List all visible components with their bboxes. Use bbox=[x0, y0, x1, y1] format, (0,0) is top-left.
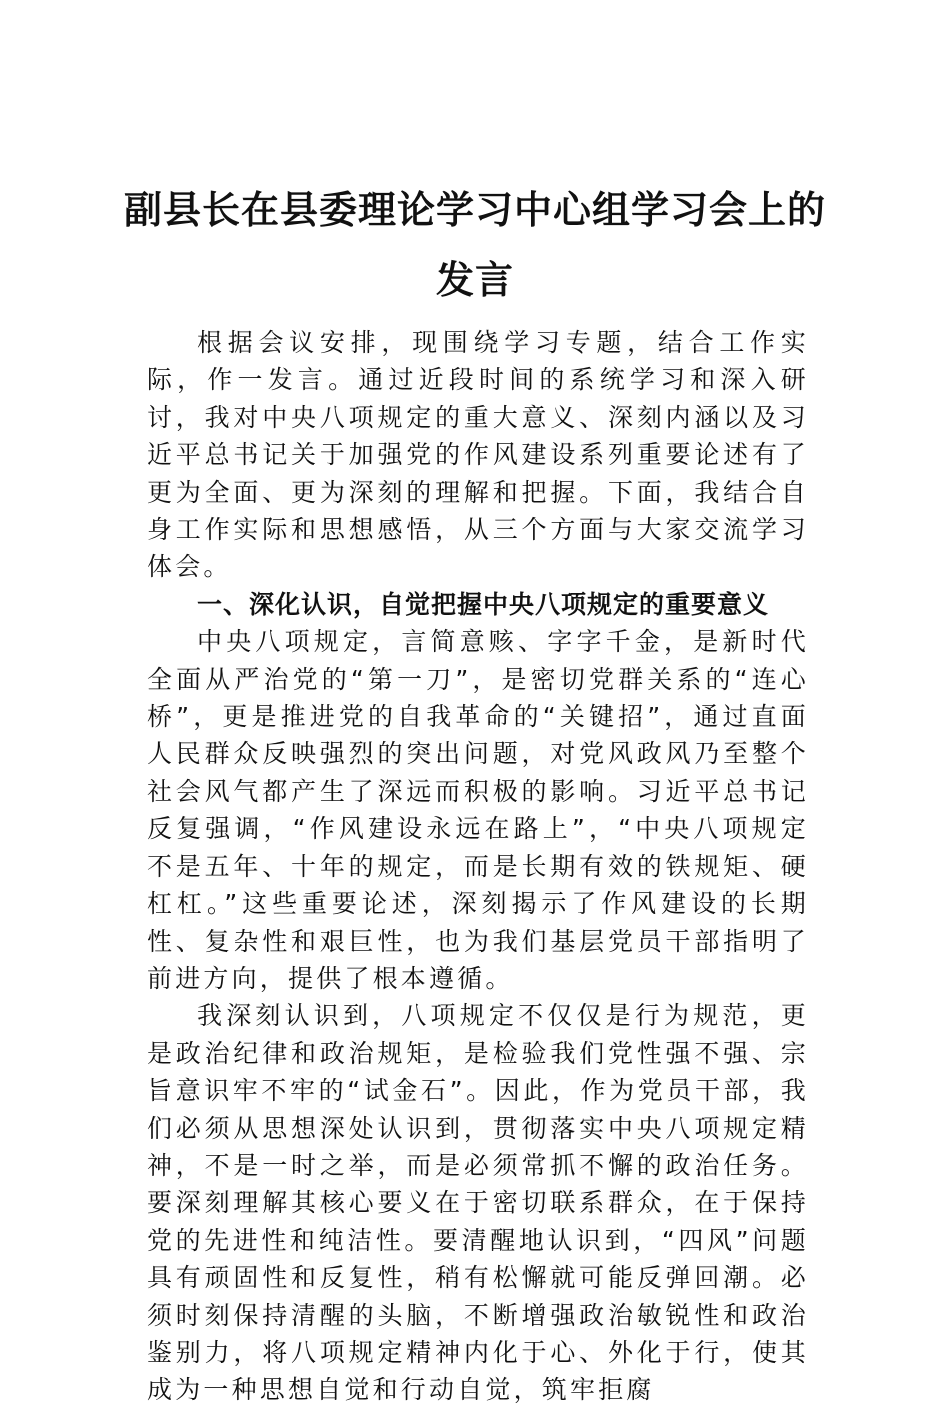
section-heading-1: 一、深化认识，自觉把握中央八项规定的重要意义 bbox=[197, 589, 770, 619]
section-1-paragraph-1: 中央八项规定，言简意赅、字字千金，是新时代全面从严治党的“第一刀”，是密切党群关系的“连心桥”，更是推进党的自我革命的“关键招”，通过直面人民群众反映强烈的突出问题，对党风政风乃至整个社会风气都产生了深远而积极的影响。习近平总书记反复强调，“作风建设永远在路上”，“中央八项规定不是五年、十年的规定，而是长期有效的铁规矩、硬杠杠。”这些重要论述，深刻揭示了作风建设的长期性、复杂性和艰巨性，也为我们基层党员干部指明了前进方向，提供了根本遵循。 bbox=[147, 627, 809, 993]
document-title-line-2: 发言 bbox=[435, 257, 514, 303]
intro-paragraph: 根据会议安排，现围绕学习专题，结合工作实际，作一发言。通过近段时间的系统学习和深入研讨，我对中央八项规定的重大意义、深刻内涵以及习近平总书记关于加强党的作风建设系列重要论述有了更为全面、更为深刻的理解和把握。下面，我结合自身工作实际和思想感悟，从三个方面与大家交流学习体会。 bbox=[147, 328, 809, 582]
document-body bbox=[147, 324, 809, 1409]
document-title-line-1: 副县长在县委理论学习中心组学习会上的 bbox=[123, 187, 826, 233]
section-1-paragraph-2: 我深刻认识到，八项规定不仅仅是行为规范，更是政治纪律和政治规矩，是检验我们党性强不强、宗旨意识牢不牢的“试金石”。因此，作为党员干部，我们必须从思想深处认识到，贯彻落实中央八项规定精神，不是一时之举，而是必须常抓不懈的政治任务。要深刻理解其核心要义在于密切联系群众，在于保持党的先进性和纯洁性。要清醒地认识到，“四风”问题具有顽固性和反复性，稍有松懈就可能反弹回潮。必须时刻保持清醒的头脑，不断增强政治敏锐性和政治鉴别力，将八项规定精神内化于心、外化于行，使其成为一种思想自觉和行动自觉，筑牢拒腐 bbox=[147, 1001, 809, 1405]
